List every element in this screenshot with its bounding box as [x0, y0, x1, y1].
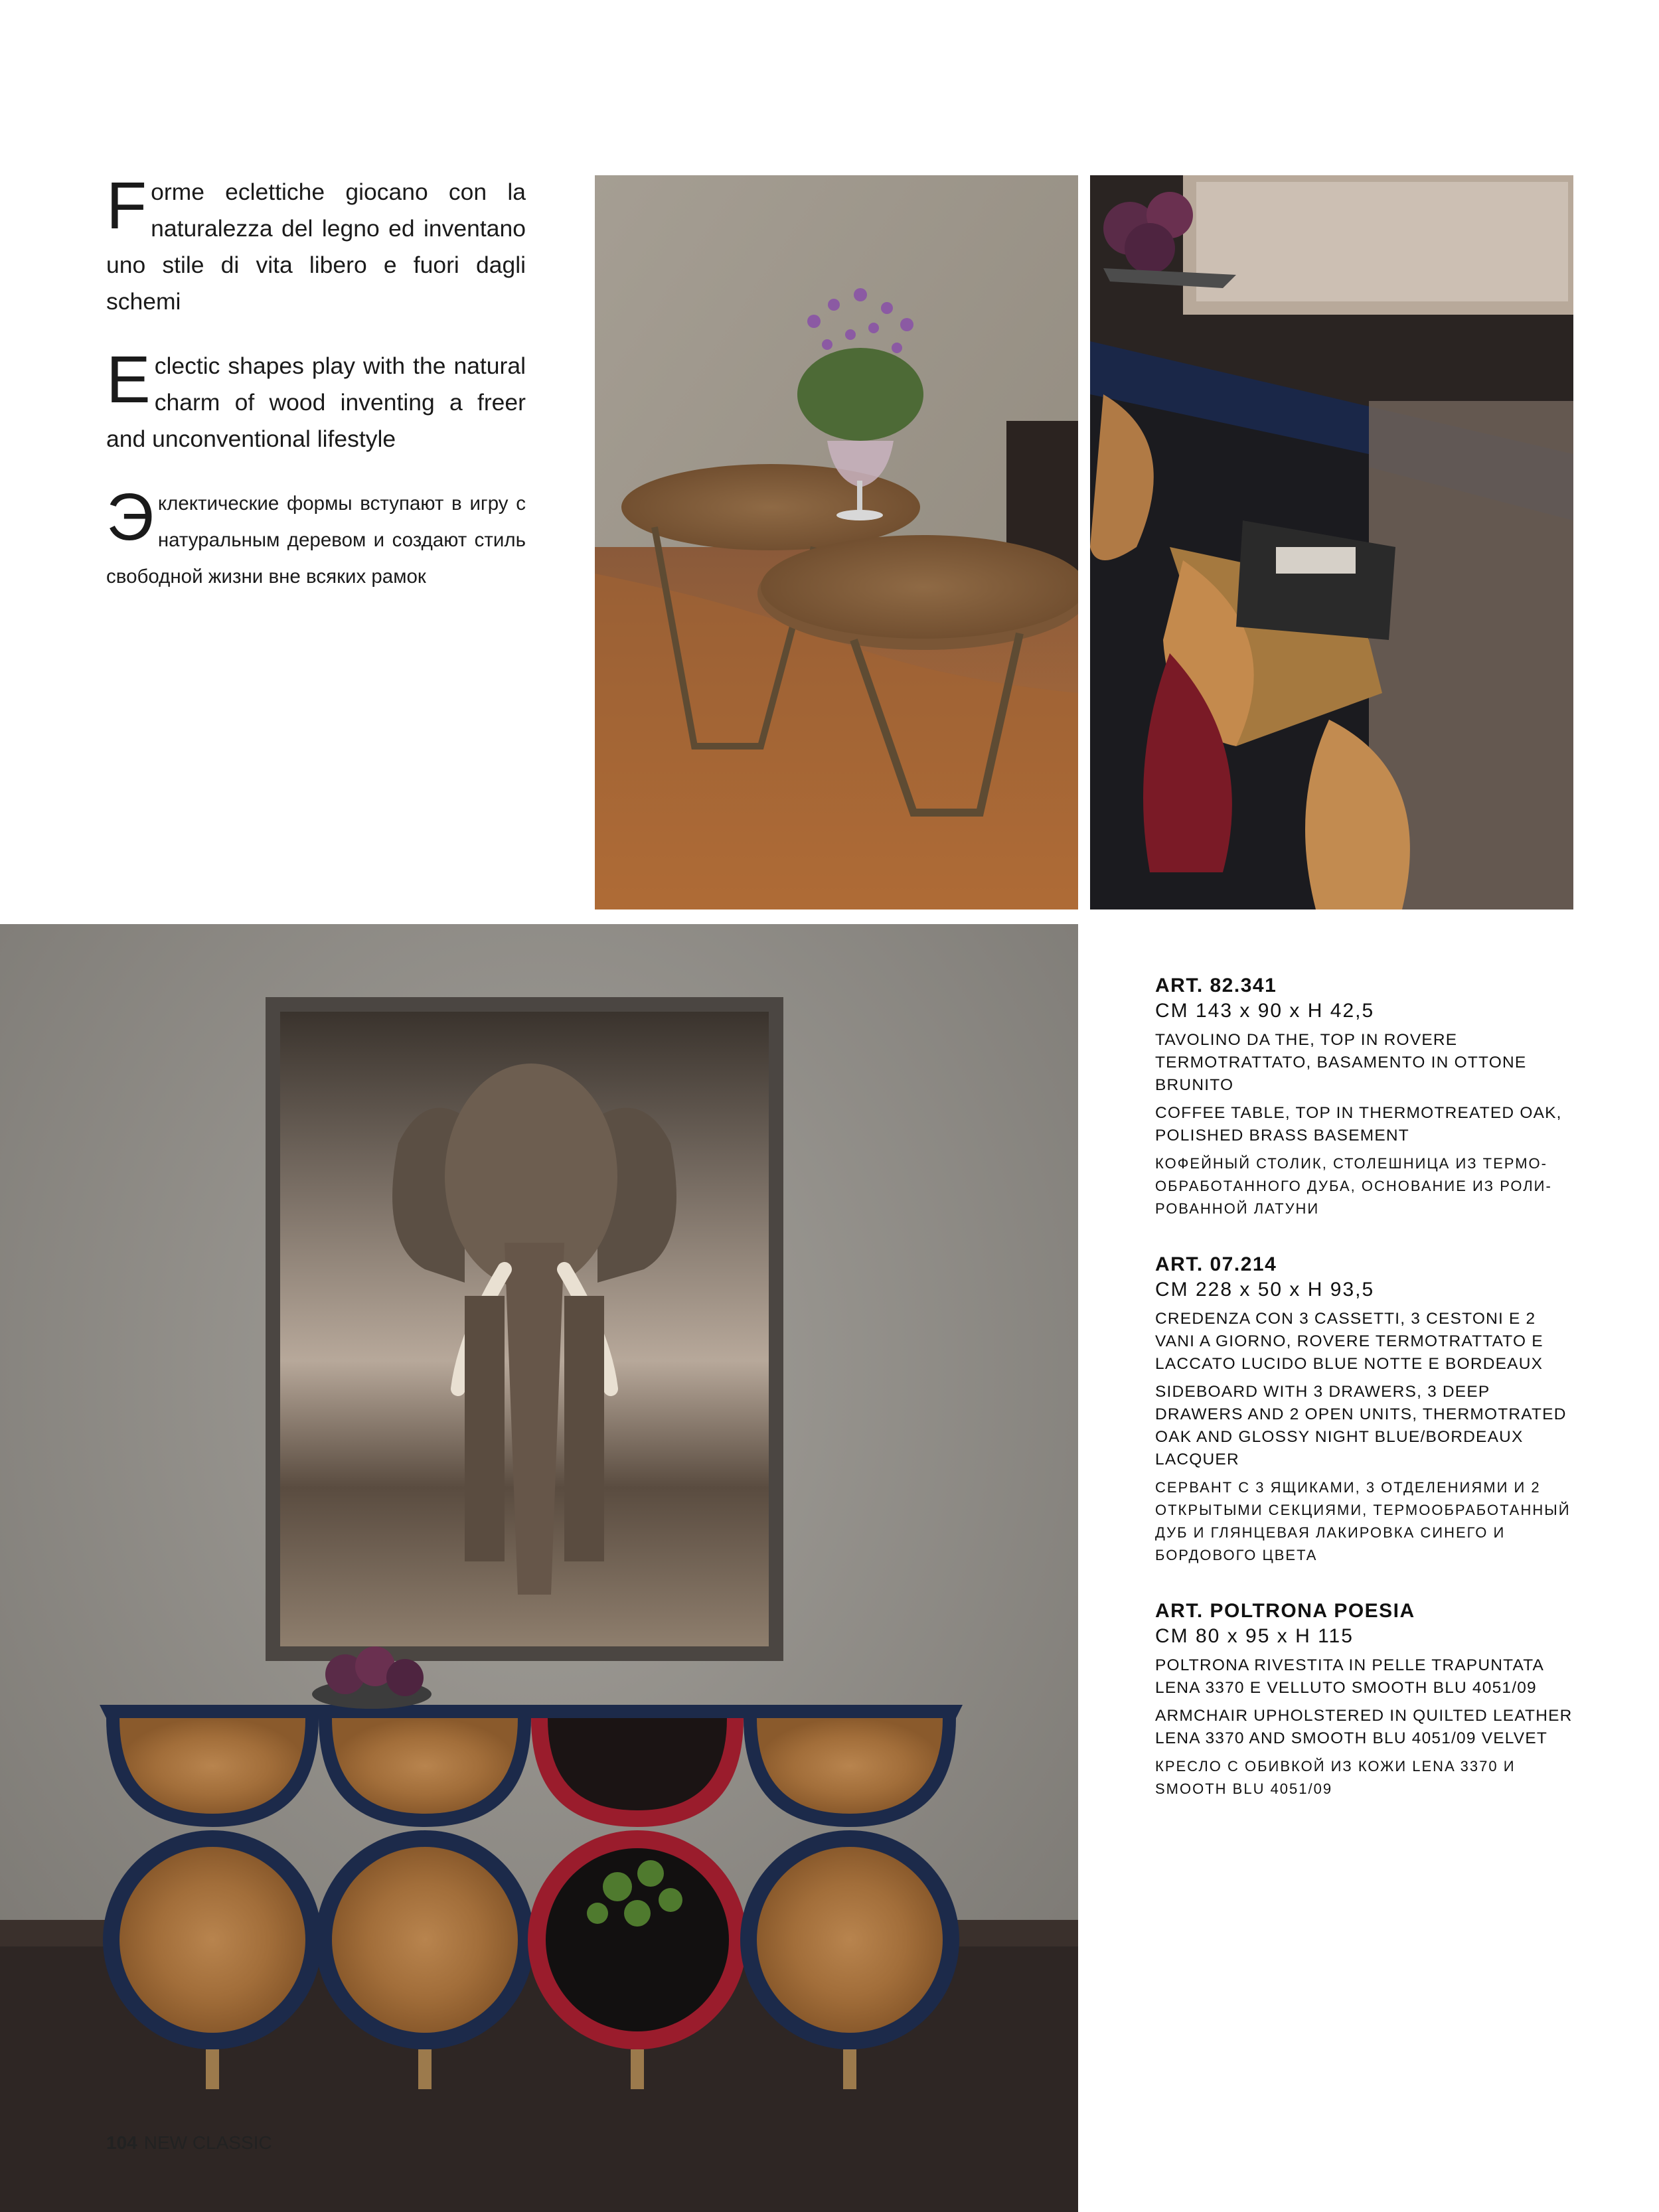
description-english: SIDEBOARD WITH 3 DRAWERS, 3 DEEP DRAWERS AND 2 OPEN UNITS, THERMOTRATED OAK AND GLOSSY NIGHT BLUE/BORDEAUX LACQUER [1155, 1383, 1567, 1468]
product-spec [1155, 975, 1580, 1220]
intro-text [106, 169, 526, 623]
description-russian: КРЕСЛО С ОБИВКОЙ ИЗ КОЖИ LENA 3370 И SMOOTH BLU 4051/09 [1155, 1758, 1516, 1797]
article-number: ART. 82.341 [1155, 975, 1277, 996]
dimensions: CM 228 x 50 x H 93,5 [1155, 1279, 1375, 1301]
dropcap: Э [106, 480, 154, 554]
intro-italian: Forme eclettiche giocano con la naturalezza del legno ed inventano uno stile di vita libero e fuori dagli schemi [106, 169, 526, 315]
product-specs [1155, 975, 1580, 1834]
intro-russian: Эклектические формы вступают в игру с натуральным деревом и создают стиль свободной жизни вне всяких рамок [106, 480, 526, 588]
magazine-name: NEW CLASSIC [143, 2132, 272, 2153]
dimensions: CM 80 x 95 x H 115 [1155, 1625, 1354, 1647]
description-english: ARMCHAIR UPHOLSTERED IN QUILTED LEATHER LENA 3370 AND SMOOTH BLU 4051/09 VELVET [1155, 1707, 1573, 1747]
dimensions: CM 143 x 90 x H 42,5 [1155, 1000, 1375, 1022]
page-footer [106, 2132, 272, 2154]
photo-sideboard-elephant [0, 924, 1078, 2212]
product-spec [1155, 1600, 1580, 1800]
description-italian: CREDENZA CON 3 CASSETTI, 3 CESTONI E 2 VANI A GIORNO, ROVERE TERMOTRATTATO E LACCATO LUCIDO BLUE NOTTE E BORDEAUX [1155, 1310, 1543, 1373]
article-number: ART. 07.214 [1155, 1253, 1277, 1275]
intro-english: Eclectic shapes play with the natural charm of wood inventing a freer and unconventional lifestyle [106, 343, 526, 452]
photo-coffee-tables [595, 175, 1078, 909]
description-russian: КОФЕЙНЫЙ СТОЛИК, СТОЛЕШНИЦА ИЗ ТЕРМО-ОБРАБОТАННОГО ДУБА, ОСНОВАНИЕ ИЗ РОЛИ-РОВАННОЙ ЛАТУНИ [1155, 1155, 1552, 1217]
dropcap: E [106, 343, 151, 417]
dropcap: F [106, 169, 147, 243]
page-number: 104 [106, 2132, 137, 2153]
description-italian: TAVOLINO DA THE, TOP IN ROVERE TERMOTRATTATO, BASAMENTO IN OTTONE BRUNITO [1155, 1031, 1527, 1094]
article-number: ART. POLTRONA POESIA [1155, 1600, 1415, 1622]
description-russian: СЕРВАНТ С 3 ЯЩИКАМИ, 3 ОТДЕЛЕНИЯМИ И 2 ОТКРЫТЫМИ СЕКЦИЯМИ, ТЕРМООБРАБОТАННЫЙ ДУБ И ГЛЯНЦЕВАЯ ЛАКИРОВКА СИНЕГО И БОРДОВОГО ЦВЕТА [1155, 1479, 1571, 1563]
description-italian: POLTRONA RIVESTITA IN PELLE TRAPUNTATA LENA 3370 E VELLUTO SMOOTH BLU 4051/09 [1155, 1656, 1543, 1697]
photo-sideboard-detail [1090, 175, 1573, 909]
product-spec [1155, 1253, 1580, 1567]
description-english: COFFEE TABLE, TOP IN THERMOTREATED OAK, POLISHED BRASS BASEMENT [1155, 1104, 1562, 1145]
